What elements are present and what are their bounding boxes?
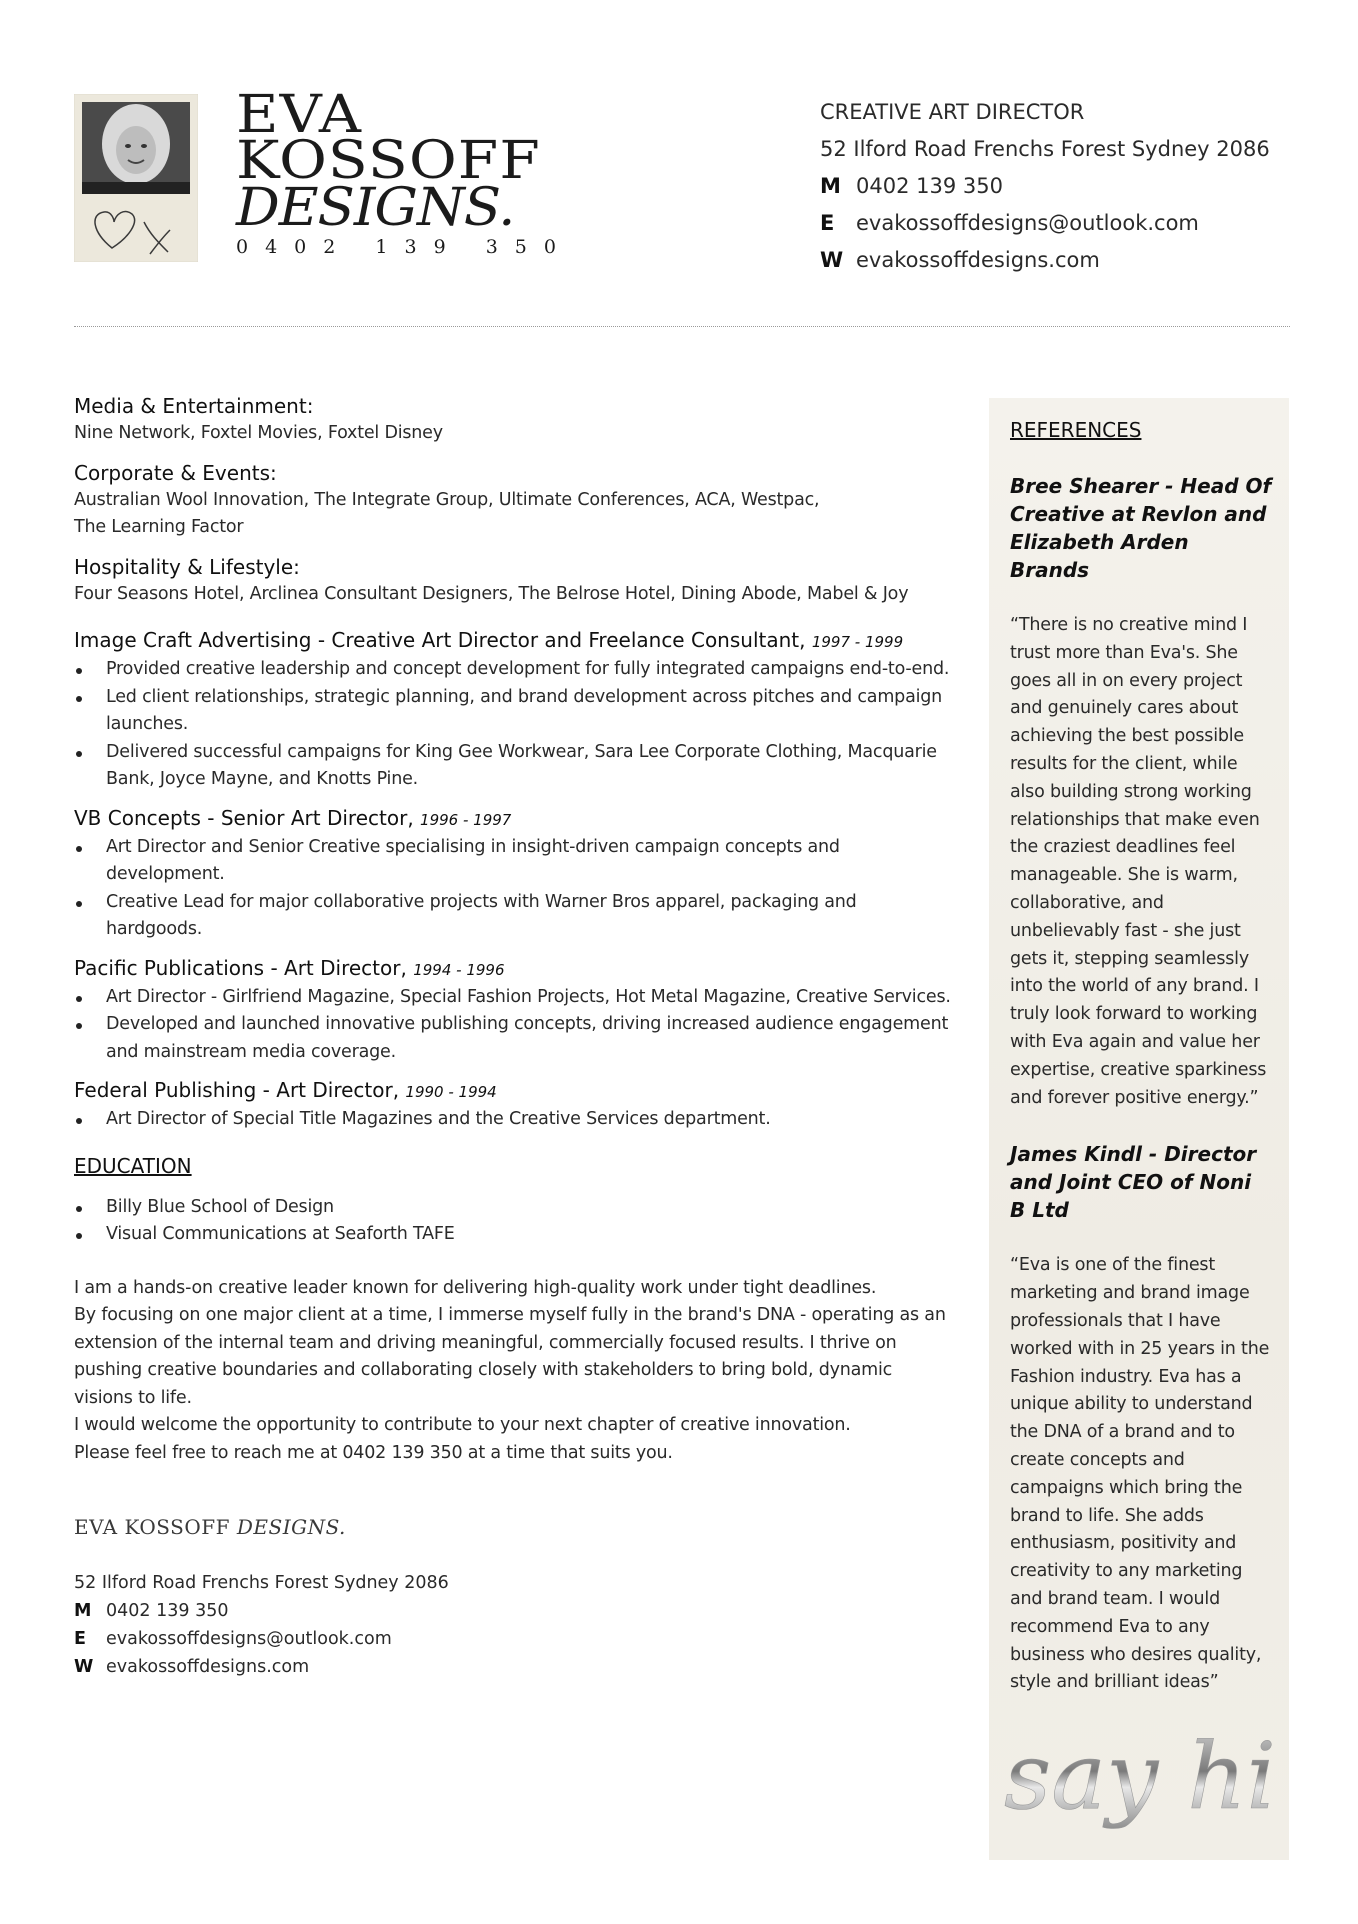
client-category-text: Four Seasons Hotel, Arclinea Consultant Designers, The Belrose Hotel, Dining Abode, Mabel & Joy (74, 584, 909, 604)
job-title-text: Image Craft Advertising - Creative Art Director and Freelance Consultant, (74, 628, 806, 652)
footer-mobile-row (74, 1597, 954, 1625)
header-mobile-row (820, 168, 1270, 205)
footer-mobile[interactable]: 0402 139 350 (106, 1601, 229, 1621)
job-years: 1996 - 1997 (420, 810, 512, 829)
list-item: Provided creative leadership and concept development for fully integrated campaigns end-to-end. (74, 656, 954, 684)
signature-designs: DESIGNS. (236, 1515, 346, 1539)
references-heading: REFERENCES (1010, 418, 1142, 442)
client-category (74, 459, 954, 541)
logo-line-kossoff: KOSSOFF (236, 131, 541, 191)
web-label: W (820, 248, 844, 272)
main-column (74, 392, 954, 1681)
logo-line-designs: DESIGNS. (236, 178, 515, 238)
reference-quote: “There is no creative mind I trust more than Eva's. She goes all in on every project and genuinely cares about achieving the best possible results for the client, while also building strong working relationships that make even the craziest deadlines feel manageable. She is warm, collaborative, and unbelievably fast - she just gets it, stepping seamlessly into the world of any brand. I truly look forward to working with Eva again and value her expertise, creative sparkiness and forever positive energy.” (1010, 615, 1267, 1108)
client-category-text (74, 487, 954, 541)
header-contact-block (820, 94, 1270, 279)
list-item: Developed and launched innovative publishing concepts, driving increased audience engagement and mainstream media coverage. (74, 1011, 954, 1066)
job-years: 1994 - 1996 (413, 960, 505, 979)
reference-name: James Kindl - Director and Joint CEO of Noni B Ltd (1010, 1142, 1257, 1223)
job-title (74, 954, 954, 984)
say-hi-text: say hi (1004, 1723, 1276, 1830)
job-title-text: Pacific Publications - Art Director, (74, 955, 407, 980)
profile-polaroid-photo (74, 94, 198, 262)
job-title-text: Federal Publishing - Art Director, (74, 1078, 400, 1102)
job-years: 1997 - 1999 (811, 633, 904, 651)
job-entry (74, 954, 954, 1067)
footer-contact-block (74, 1569, 954, 1681)
logo-line-eva: EVA (236, 85, 363, 145)
mobile-label: M (820, 174, 841, 198)
job-entry (74, 1076, 954, 1134)
say-hi-signoff (1000, 1720, 1280, 1830)
brand-logo (236, 85, 573, 258)
logo-phone: 0402 139 350 (236, 236, 573, 258)
client-category (74, 553, 954, 608)
job-title (74, 1076, 954, 1106)
email-label: E (820, 211, 835, 235)
web-label: W (74, 1657, 94, 1677)
header-website-link[interactable]: evakossoffdesigns.com (856, 248, 1100, 272)
profile-photo (82, 102, 190, 194)
list-item: Art Director of Special Title Magazines and the Creative Services department. (74, 1106, 954, 1134)
client-category (74, 392, 954, 447)
role-title: CREATIVE ART DIRECTOR (820, 100, 1085, 124)
reach-me-text: Please feel free to reach me at 0402 139 350 at a time that suits you. (74, 1442, 673, 1463)
header-web-row (820, 242, 1270, 279)
education-heading: EDUCATION (74, 1153, 192, 1178)
header-email-link[interactable]: evakossoffdesigns@outlook.com (856, 211, 1199, 235)
client-category-text-line: The Learning Factor (74, 517, 244, 537)
job-years: 1990 - 1994 (405, 1083, 497, 1101)
reference-name: Bree Shearer - Head Of Creative at Revlon and Elizabeth Arden Brands (1010, 474, 1272, 582)
client-category-text: Nine Network, Foxtel Movies, Foxtel Disney (74, 423, 443, 443)
job-entry (74, 804, 954, 944)
header-divider (74, 326, 1290, 327)
list-item: Led client relationships, strategic planning, and brand development across pitches and campaign launches. (74, 684, 954, 739)
education-list (74, 1194, 954, 1249)
job-bullets (74, 1106, 954, 1134)
email-label: E (74, 1629, 86, 1649)
reference-quote: “Eva is one of the finest marketing and brand image professionals that I have worked with in 25 years in the Fashion industry. Eva has a unique ability to understand the DNA of a brand and to create concepts and campaigns which bring the brand to life. She adds enthusiasm, positivity and creativity to any marketing and brand team. I would recommend Eva to any business who desires quality, style and brilliant ideas” (1010, 1255, 1270, 1693)
summary-paragraph: I am a hands-on creative leader known for delivering high-quality work under tight deadlines. (74, 1277, 877, 1298)
footer-email-link[interactable]: evakossoffdesigns@outlook.com (106, 1629, 392, 1649)
summary-block (74, 1275, 954, 1468)
job-bullets (74, 834, 954, 944)
footer-website-link[interactable]: evakossoffdesigns.com (106, 1657, 310, 1677)
header-email-row (820, 205, 1270, 242)
job-title (74, 626, 954, 656)
footer-email-row (74, 1625, 954, 1653)
list-item: Art Director - Girlfriend Magazine, Special Fashion Projects, Hot Metal Magazine, Creative Services. (74, 984, 954, 1012)
summary-paragraph: I would welcome the opportunity to contribute to your next chapter of creative innovation. (74, 1415, 851, 1435)
job-bullets (74, 984, 954, 1067)
job-title-text: VB Concepts - Senior Art Director, (74, 805, 414, 830)
job-bullets (74, 656, 954, 794)
list-item: Creative Lead for major collaborative projects with Warner Bros apparel, packaging and hardgoods. (74, 889, 954, 944)
heart-doodle-icon (88, 200, 188, 256)
job-entry (74, 626, 954, 794)
signature-name: EVA KOSSOFF (74, 1515, 230, 1539)
summary-paragraph: By focusing on one major client at a time, I immerse myself fully in the brand's DNA - operating as an extension of the internal team and driving meaningful, commercially focused results. I thrive on pushing creative boundaries and collaborating closely with stakeholders to bring bold, dynamic visions to life. (74, 1305, 946, 1408)
client-category-text-line: Australian Wool Innovation, The Integrate Group, Ultimate Conferences, ACA, Westpac, (74, 490, 820, 510)
client-category-title: Media & Entertainment: (74, 394, 314, 418)
footer-web-row (74, 1653, 954, 1681)
footer-address: 52 Ilford Road Frenchs Forest Sydney 2086 (74, 1573, 449, 1593)
list-item: Delivered successful campaigns for King Gee Workwear, Sara Lee Corporate Clothing, Macquarie Bank, Joyce Mayne, and Knotts Pine. (74, 739, 954, 794)
client-category-title: Hospitality & Lifestyle: (74, 555, 300, 579)
list-item: Art Director and Senior Creative specialising in insight-driven campaign concepts and development. (74, 834, 954, 889)
mobile-label: M (74, 1601, 92, 1621)
client-category-title: Corporate & Events: (74, 461, 277, 485)
header-address: 52 Ilford Road Frenchs Forest Sydney 2086 (820, 137, 1270, 161)
references-sidebar (989, 398, 1289, 1860)
list-item: Billy Blue School of Design (74, 1194, 954, 1222)
header-mobile[interactable]: 0402 139 350 (856, 174, 1003, 198)
list-item: Visual Communications at Seaforth TAFE (74, 1221, 954, 1249)
job-title (74, 804, 954, 834)
signature-logo (74, 1515, 954, 1539)
